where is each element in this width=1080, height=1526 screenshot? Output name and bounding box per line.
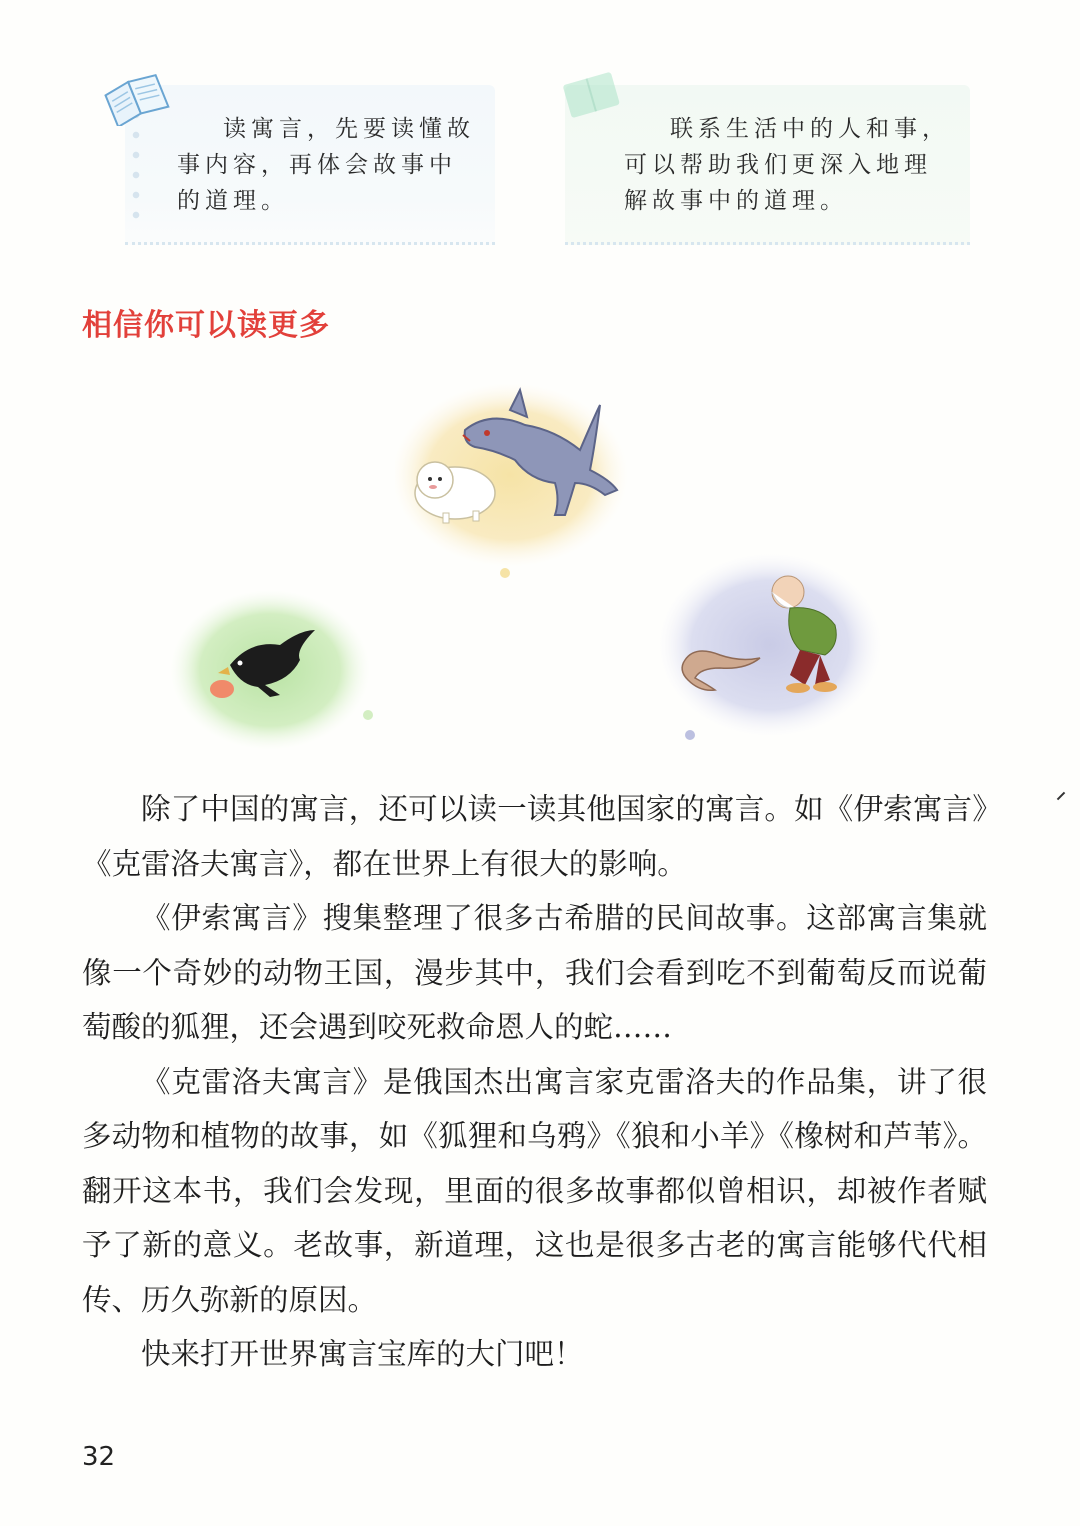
card-underline: [125, 242, 495, 245]
body-paragraph-2: 《伊索寓言》搜集整理了很多古希腊的民间故事。这部寓言集就像一个奇妙的动物王国，漫步其中，我们会看到吃不到葡萄反而说葡萄酸的狐狸，还会遇到咬死救命恩人的蛇……: [82, 901, 987, 1044]
page-number: 32: [82, 1442, 116, 1472]
body-paragraph-3: 《克雷洛夫寓言》是俄国杰出寓言家克雷洛夫的作品集，讲了很多动物和植物的故事，如《狐狸和乌鸦》《狼和小羊》《橡树和芦苇》。翻开这本书，我们会发现，里面的很多故事都似曾相识，却被作者赋予了新的意义。老故事，新道理，这也是很多古老的寓言能够代代相传、历久弥新的原因。: [82, 1064, 987, 1317]
wolf-and-lamb-illustration: [395, 375, 630, 585]
body-text: [82, 782, 987, 1382]
tip-text-right: 联系生活中的人和事，可以帮助我们更深入地理解故事中的道理。: [624, 116, 950, 214]
faded-book-icon: [556, 66, 626, 122]
tip-text-left: 读寓言，先要读懂故事内容，再体会故事中的道理。: [177, 116, 475, 214]
farmer-and-snake-illustration: [660, 550, 885, 745]
crow-illustration: [170, 585, 385, 755]
card-underline: [565, 242, 970, 245]
section-title: 相信你可以读更多: [82, 308, 330, 343]
body-paragraph-4: 快来打开世界寓言宝库的大门吧！: [141, 1337, 584, 1371]
body-paragraph-1: 除了中国的寓言，还可以读一读其他国家的寓言。如《伊索寓言》《克雷洛夫寓言》，都在世界上有很大的影响。: [82, 792, 987, 881]
stray-pen-mark: [1057, 792, 1065, 800]
open-book-icon: [100, 66, 172, 126]
